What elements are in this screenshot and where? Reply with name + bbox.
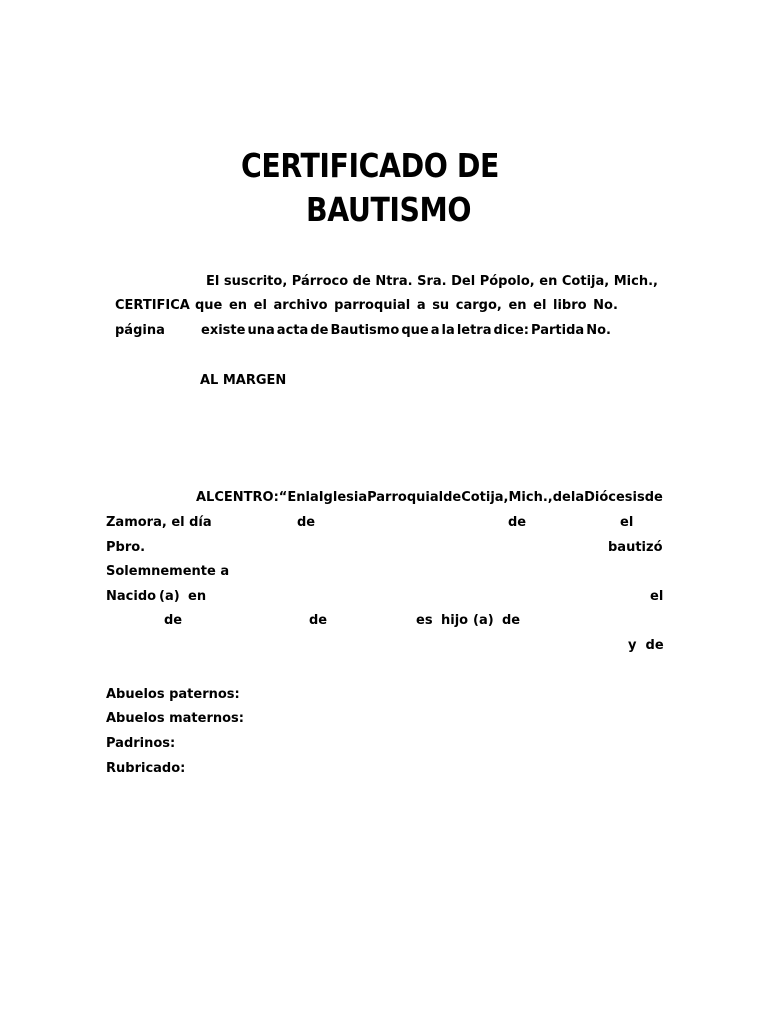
intro-word: que bbox=[195, 298, 223, 313]
intro-word: Sra. bbox=[417, 274, 447, 289]
certifica-label: CERTIFICA bbox=[115, 298, 190, 313]
intro-word: en bbox=[539, 274, 558, 289]
intro-word: suscrito, bbox=[223, 274, 288, 289]
centro-word: CENTRO: bbox=[214, 490, 279, 505]
intro-word: que bbox=[401, 323, 429, 338]
solemnemente-label: Solemnemente a bbox=[106, 564, 230, 579]
intro-word: a bbox=[416, 298, 426, 313]
abuelos-maternos-label: Abuelos maternos: bbox=[106, 711, 244, 726]
centro-word: AL bbox=[196, 490, 215, 505]
intro-word: Ntra. bbox=[375, 274, 413, 289]
centro-word: Cotija, bbox=[461, 490, 509, 505]
intro-line-3 bbox=[201, 324, 611, 337]
intro-line-1 bbox=[206, 275, 658, 288]
intro-word: existe bbox=[201, 323, 246, 338]
hijo-es: es bbox=[416, 613, 433, 628]
bautizo-label: bautizó bbox=[608, 540, 663, 555]
intro-word: cargo, bbox=[455, 298, 502, 313]
intro-line-2 bbox=[195, 299, 618, 312]
intro-word: de bbox=[310, 323, 329, 338]
al-centro-line-1 bbox=[196, 491, 661, 504]
centro-word: Diócesis bbox=[584, 490, 645, 505]
intro-word: el bbox=[533, 298, 547, 313]
intro-word: libro bbox=[553, 298, 587, 313]
intro-word: el bbox=[253, 298, 267, 313]
pagina-label: página bbox=[115, 323, 165, 338]
intro-word: archivo bbox=[273, 298, 328, 313]
intro-word: de bbox=[352, 274, 371, 289]
title-line-1: CERTIFICADO DE bbox=[241, 146, 499, 185]
centro-word: la bbox=[305, 490, 319, 505]
intro-word: en bbox=[228, 298, 248, 313]
intro-word: a bbox=[430, 323, 440, 338]
intro-word: parroquial bbox=[334, 298, 411, 313]
centro-word: de bbox=[443, 490, 462, 505]
intro-word: una bbox=[247, 323, 275, 338]
intro-word: Del bbox=[451, 274, 476, 289]
zamora-de-2: de bbox=[508, 515, 527, 530]
nacido-label: Nacido bbox=[106, 589, 157, 604]
intro-word: la bbox=[441, 323, 455, 338]
zamora-text: Zamora, el día bbox=[106, 515, 212, 530]
nacido-en: en bbox=[188, 589, 207, 604]
y-de-label: y de bbox=[628, 638, 664, 653]
abuelos-paternos-label: Abuelos paternos: bbox=[106, 687, 240, 702]
intro-word: Partida bbox=[531, 323, 585, 338]
title-line-2: BAUTISMO bbox=[306, 190, 472, 229]
hijo-de-2: de bbox=[309, 613, 328, 628]
nacido-el: el bbox=[650, 589, 664, 604]
intro-word: Pópolo, bbox=[479, 274, 535, 289]
intro-word: No. bbox=[586, 323, 611, 338]
intro-word: Mich., bbox=[613, 274, 658, 289]
rubricado-label: Rubricado: bbox=[106, 761, 186, 776]
hijo-de-3: de bbox=[502, 613, 521, 628]
intro-word: Bautismo bbox=[330, 323, 400, 338]
centro-word: de bbox=[644, 490, 663, 505]
intro-word: Cotija, bbox=[561, 274, 610, 289]
nacido-a: (a) bbox=[159, 589, 180, 604]
hijo-de-1: de bbox=[164, 613, 183, 628]
centro-word: Parroquial bbox=[367, 490, 444, 505]
intro-word: acta bbox=[276, 323, 309, 338]
intro-word: Párroco bbox=[291, 274, 349, 289]
intro-word: letra bbox=[456, 323, 492, 338]
centro-word: Mich., bbox=[508, 490, 553, 505]
centro-word: la bbox=[570, 490, 585, 505]
centro-word: de bbox=[552, 490, 571, 505]
centro-word: “En bbox=[278, 490, 306, 505]
intro-word: dice: bbox=[493, 323, 529, 338]
intro-word: No. bbox=[593, 298, 618, 313]
padrinos-label: Padrinos: bbox=[106, 736, 176, 751]
intro-word: su bbox=[432, 298, 450, 313]
zamora-de-1: de bbox=[297, 515, 316, 530]
hijo-hijo: hijo bbox=[441, 613, 469, 628]
hijo-a: (a) bbox=[473, 613, 494, 628]
al-margen-label: AL MARGEN bbox=[200, 373, 287, 388]
zamora-el: el bbox=[620, 515, 634, 530]
intro-word: en bbox=[508, 298, 527, 313]
intro-word: El bbox=[206, 274, 220, 289]
pbro-label: Pbro. bbox=[106, 540, 146, 555]
centro-word: Iglesia bbox=[318, 490, 368, 505]
